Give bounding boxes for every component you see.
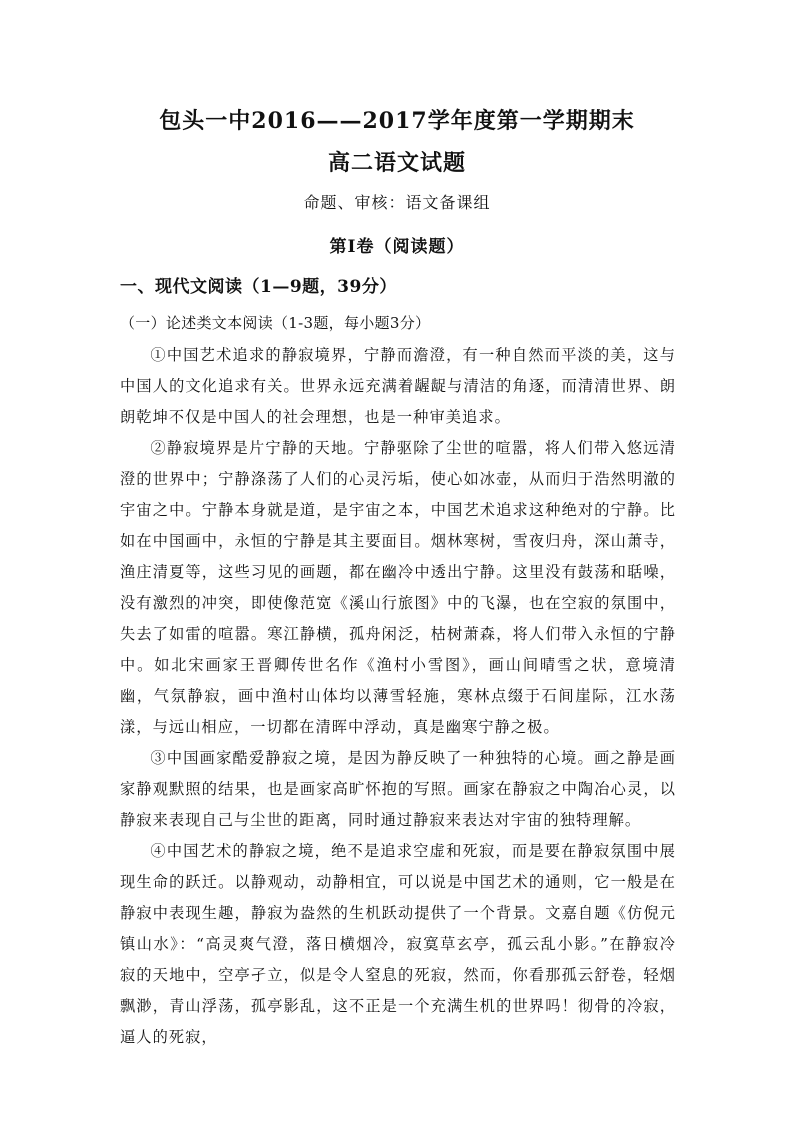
passage-paragraph-2: ②静寂境界是片宁静的天地。宁静驱除了尘世的喧嚣，将人们带入悠远清澄的世界中；宁静涤荡了人们的心灵污垢，使心如冰壶，从而归于浩然明澈的宇宙之中。宁静本身就是道，是宇宙之本，中国艺术追求这种绝对的宁静。比如在中国画中，永恒的宁静是其主要面目。烟林寒树，雪夜归舟，深山萧寺，渔庄清夏等，这些习见的画题，都在幽冷中透出宁静。这里没有鼓荡和聒噪，没有激烈的冲突，即使像范宽《溪山行旅图》中的飞瀑，也在空寂的氛围中，失去了如雷的喧嚣。寒江静横，孤舟闲泛，枯树萧森，将人们带入永恒的宁静中。如北宋画家王晋卿传世名作《渔村小雪图》，画山间晴雪之状，意境清幽，气氛静寂，画中渔村山体均以薄雪轻施，寒林点缀于石间崖际，江水荡漾，与远山相应，一切都在清晖中浮动，真是幽寒宁静之极。 [120,439,676,736]
section-heading: 一、现代文阅读（1—9题，39分） [120,277,397,297]
volume-heading: 第Ⅰ卷（阅读题） [329,237,465,257]
reading-passage [120,340,676,1053]
passage-paragraph-1: ①中国艺术追求的静寂境界，宁静而澹澄，有一种自然而平淡的美，这与中国人的文化追求有关。世界永远充满着龌龊与清洁的角逐，而清清世界、朗朗乾坤不仅是中国人的社会理想，也是一种审美追求。 [120,346,676,426]
exam-title: 包头一中2016——2017学年度第一学期期末 [159,108,635,134]
subsection-heading: （一）论述类文本阅读（1-3题，每小题3分） [120,314,431,332]
exam-credits: 命题、审核：语文备课组 [303,193,491,212]
exam-subtitle: 高二语文试题 [327,150,466,176]
passage-paragraph-3: ③中国画家酷爱静寂之境，是因为静反映了一种独特的心境。画之静是画家静观默照的结果，也是画家高旷怀抱的写照。画家在静寂之中陶冶心灵，以静寂来表现自己与尘世的距离，同时通过静寂来表达对宇宙的独特理解。 [120,749,676,829]
passage-paragraph-4: ④中国艺术的静寂之境，绝不是追求空虚和死寂，而是要在静寂氛围中展现生命的跃迁。以静观动，动静相宜，可以说是中国艺术的通则，它一般是在静寂中表现生趣，静寂为盎然的生机跃动提供了一个背景。文嘉自题《仿倪元镇山水》：“高灵爽气澄，落日横烟冷，寂寞草玄亭，孤云乱小影。”在静寂冷寂的天地中，空亭孑立，似是令人窒息的死寂，然而，你看那孤云舒卷，轻烟飘渺，青山浮荡，孤亭影乱，这不正是一个充满生机的世界吗！彻骨的冷寂，逼人的死寂， [120,842,676,1046]
